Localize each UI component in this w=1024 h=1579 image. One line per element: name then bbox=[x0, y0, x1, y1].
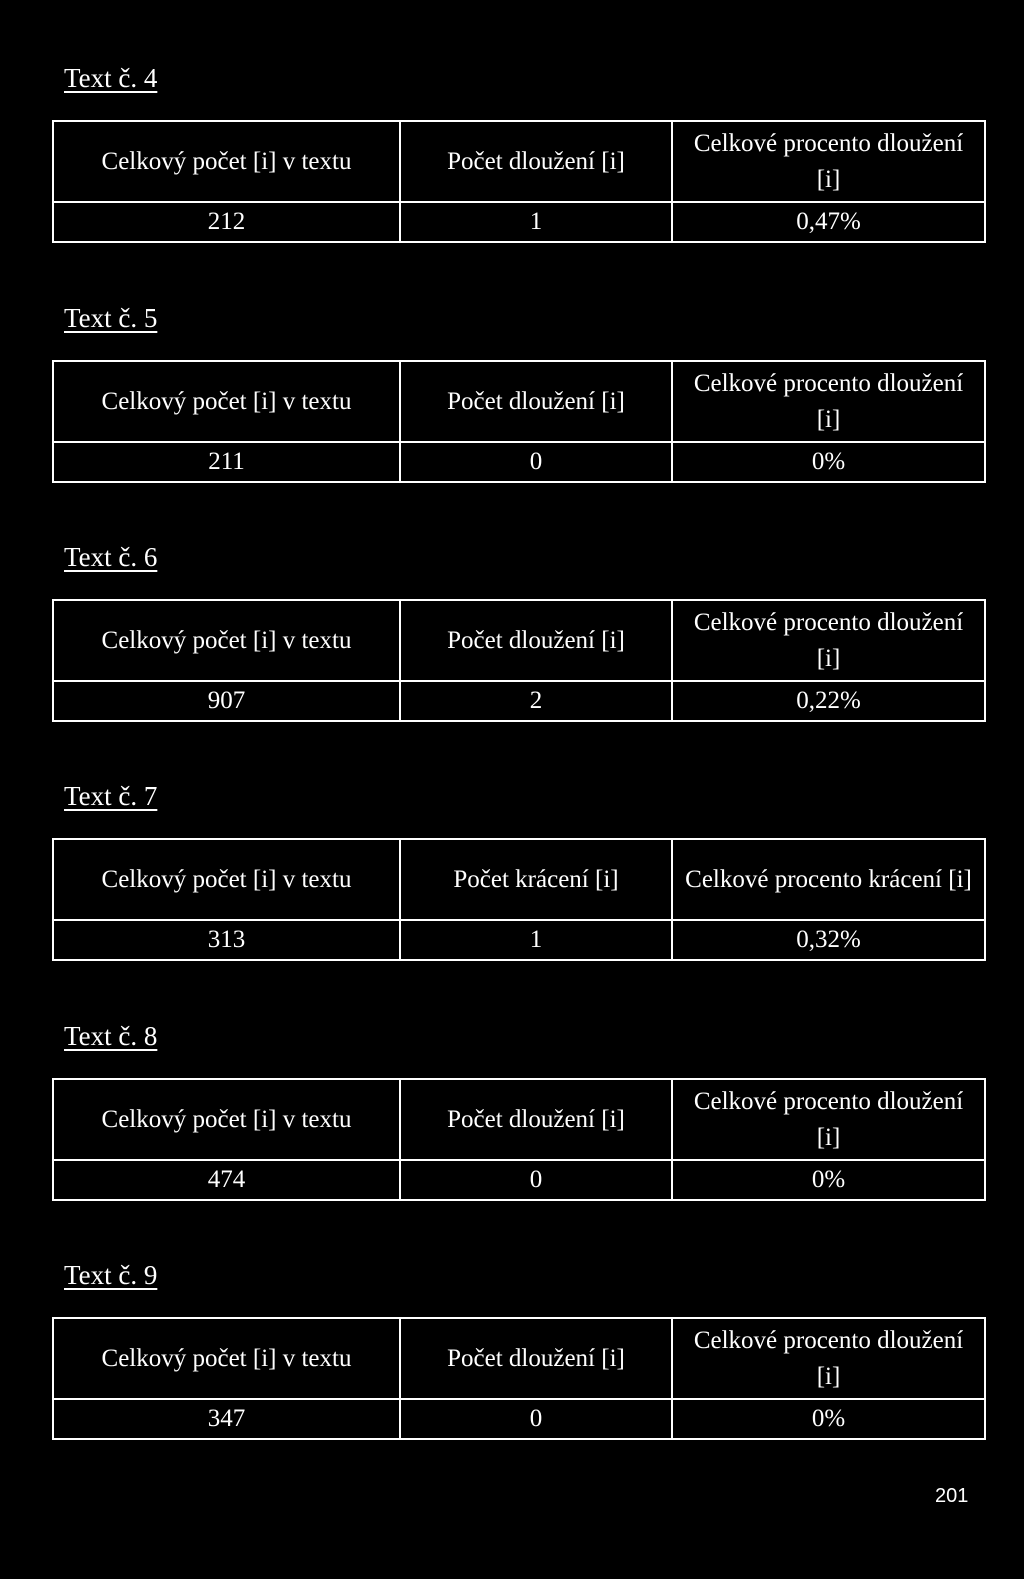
table-header-row bbox=[53, 1318, 985, 1399]
header-change-percent: Celkové procento dloužení [i] bbox=[672, 1079, 985, 1160]
stats-table bbox=[52, 1317, 986, 1440]
header-total-count: Celkový počet [i] v textu bbox=[53, 121, 400, 202]
stats-table bbox=[52, 1078, 986, 1201]
header-change-count: Počet dloužení [i] bbox=[400, 361, 672, 442]
value-change-count: 2 bbox=[400, 681, 672, 721]
section-title: Text č. 6 bbox=[64, 542, 158, 572]
section-title: Text č. 8 bbox=[64, 1021, 158, 1051]
header-total-count: Celkový počet [i] v textu bbox=[53, 1318, 400, 1399]
value-change-percent: 0,32% bbox=[672, 920, 985, 960]
header-change-count: Počet dloužení [i] bbox=[400, 600, 672, 681]
value-change-percent: 0% bbox=[672, 1399, 985, 1439]
header-change-percent: Celkové procento krácení [i] bbox=[672, 839, 985, 920]
value-total-count: 474 bbox=[53, 1160, 400, 1200]
stats-table bbox=[52, 838, 986, 961]
table-header-row bbox=[53, 600, 985, 681]
table-value-row bbox=[53, 442, 985, 482]
table-header-row bbox=[53, 839, 985, 920]
section-title: Text č. 7 bbox=[64, 781, 158, 811]
header-change-percent: Celkové procento dloužení [i] bbox=[672, 361, 985, 442]
value-change-percent: 0% bbox=[672, 442, 985, 482]
header-total-count: Celkový počet [i] v textu bbox=[53, 600, 400, 681]
table-value-row bbox=[53, 1160, 985, 1200]
header-change-count: Počet dloužení [i] bbox=[400, 1079, 672, 1160]
value-change-count: 1 bbox=[400, 202, 672, 242]
section-title: Text č. 5 bbox=[64, 303, 158, 333]
header-total-count: Celkový počet [i] v textu bbox=[53, 1079, 400, 1160]
header-total-count: Celkový počet [i] v textu bbox=[53, 839, 400, 920]
section-title: Text č. 4 bbox=[64, 63, 158, 93]
header-change-percent: Celkové procento dloužení [i] bbox=[672, 600, 985, 681]
value-total-count: 212 bbox=[53, 202, 400, 242]
table-value-row bbox=[53, 1399, 985, 1439]
table-value-row bbox=[53, 681, 985, 721]
page-number: 201 bbox=[935, 1485, 969, 1507]
value-total-count: 347 bbox=[53, 1399, 400, 1439]
header-change-count: Počet dloužení [i] bbox=[400, 121, 672, 202]
table-header-row bbox=[53, 1079, 985, 1160]
header-change-percent: Celkové procento dloužení [i] bbox=[672, 121, 985, 202]
value-change-percent: 0,22% bbox=[672, 681, 985, 721]
value-change-count: 0 bbox=[400, 1160, 672, 1200]
table-value-row bbox=[53, 202, 985, 242]
value-change-count: 0 bbox=[400, 1399, 672, 1439]
header-change-percent: Celkové procento dloužení [i] bbox=[672, 1318, 985, 1399]
value-change-percent: 0% bbox=[672, 1160, 985, 1200]
value-total-count: 907 bbox=[53, 681, 400, 721]
header-change-count: Počet dloužení [i] bbox=[400, 1318, 672, 1399]
stats-table bbox=[52, 360, 986, 483]
value-total-count: 211 bbox=[53, 442, 400, 482]
stats-table bbox=[52, 120, 986, 243]
section-title: Text č. 9 bbox=[64, 1260, 158, 1290]
header-total-count: Celkový počet [i] v textu bbox=[53, 361, 400, 442]
value-change-percent: 0,47% bbox=[672, 202, 985, 242]
value-change-count: 1 bbox=[400, 920, 672, 960]
table-value-row bbox=[53, 920, 985, 960]
value-total-count: 313 bbox=[53, 920, 400, 960]
table-header-row bbox=[53, 121, 985, 202]
stats-table bbox=[52, 599, 986, 722]
value-change-count: 0 bbox=[400, 442, 672, 482]
table-header-row bbox=[53, 361, 985, 442]
header-change-count: Počet krácení [i] bbox=[400, 839, 672, 920]
